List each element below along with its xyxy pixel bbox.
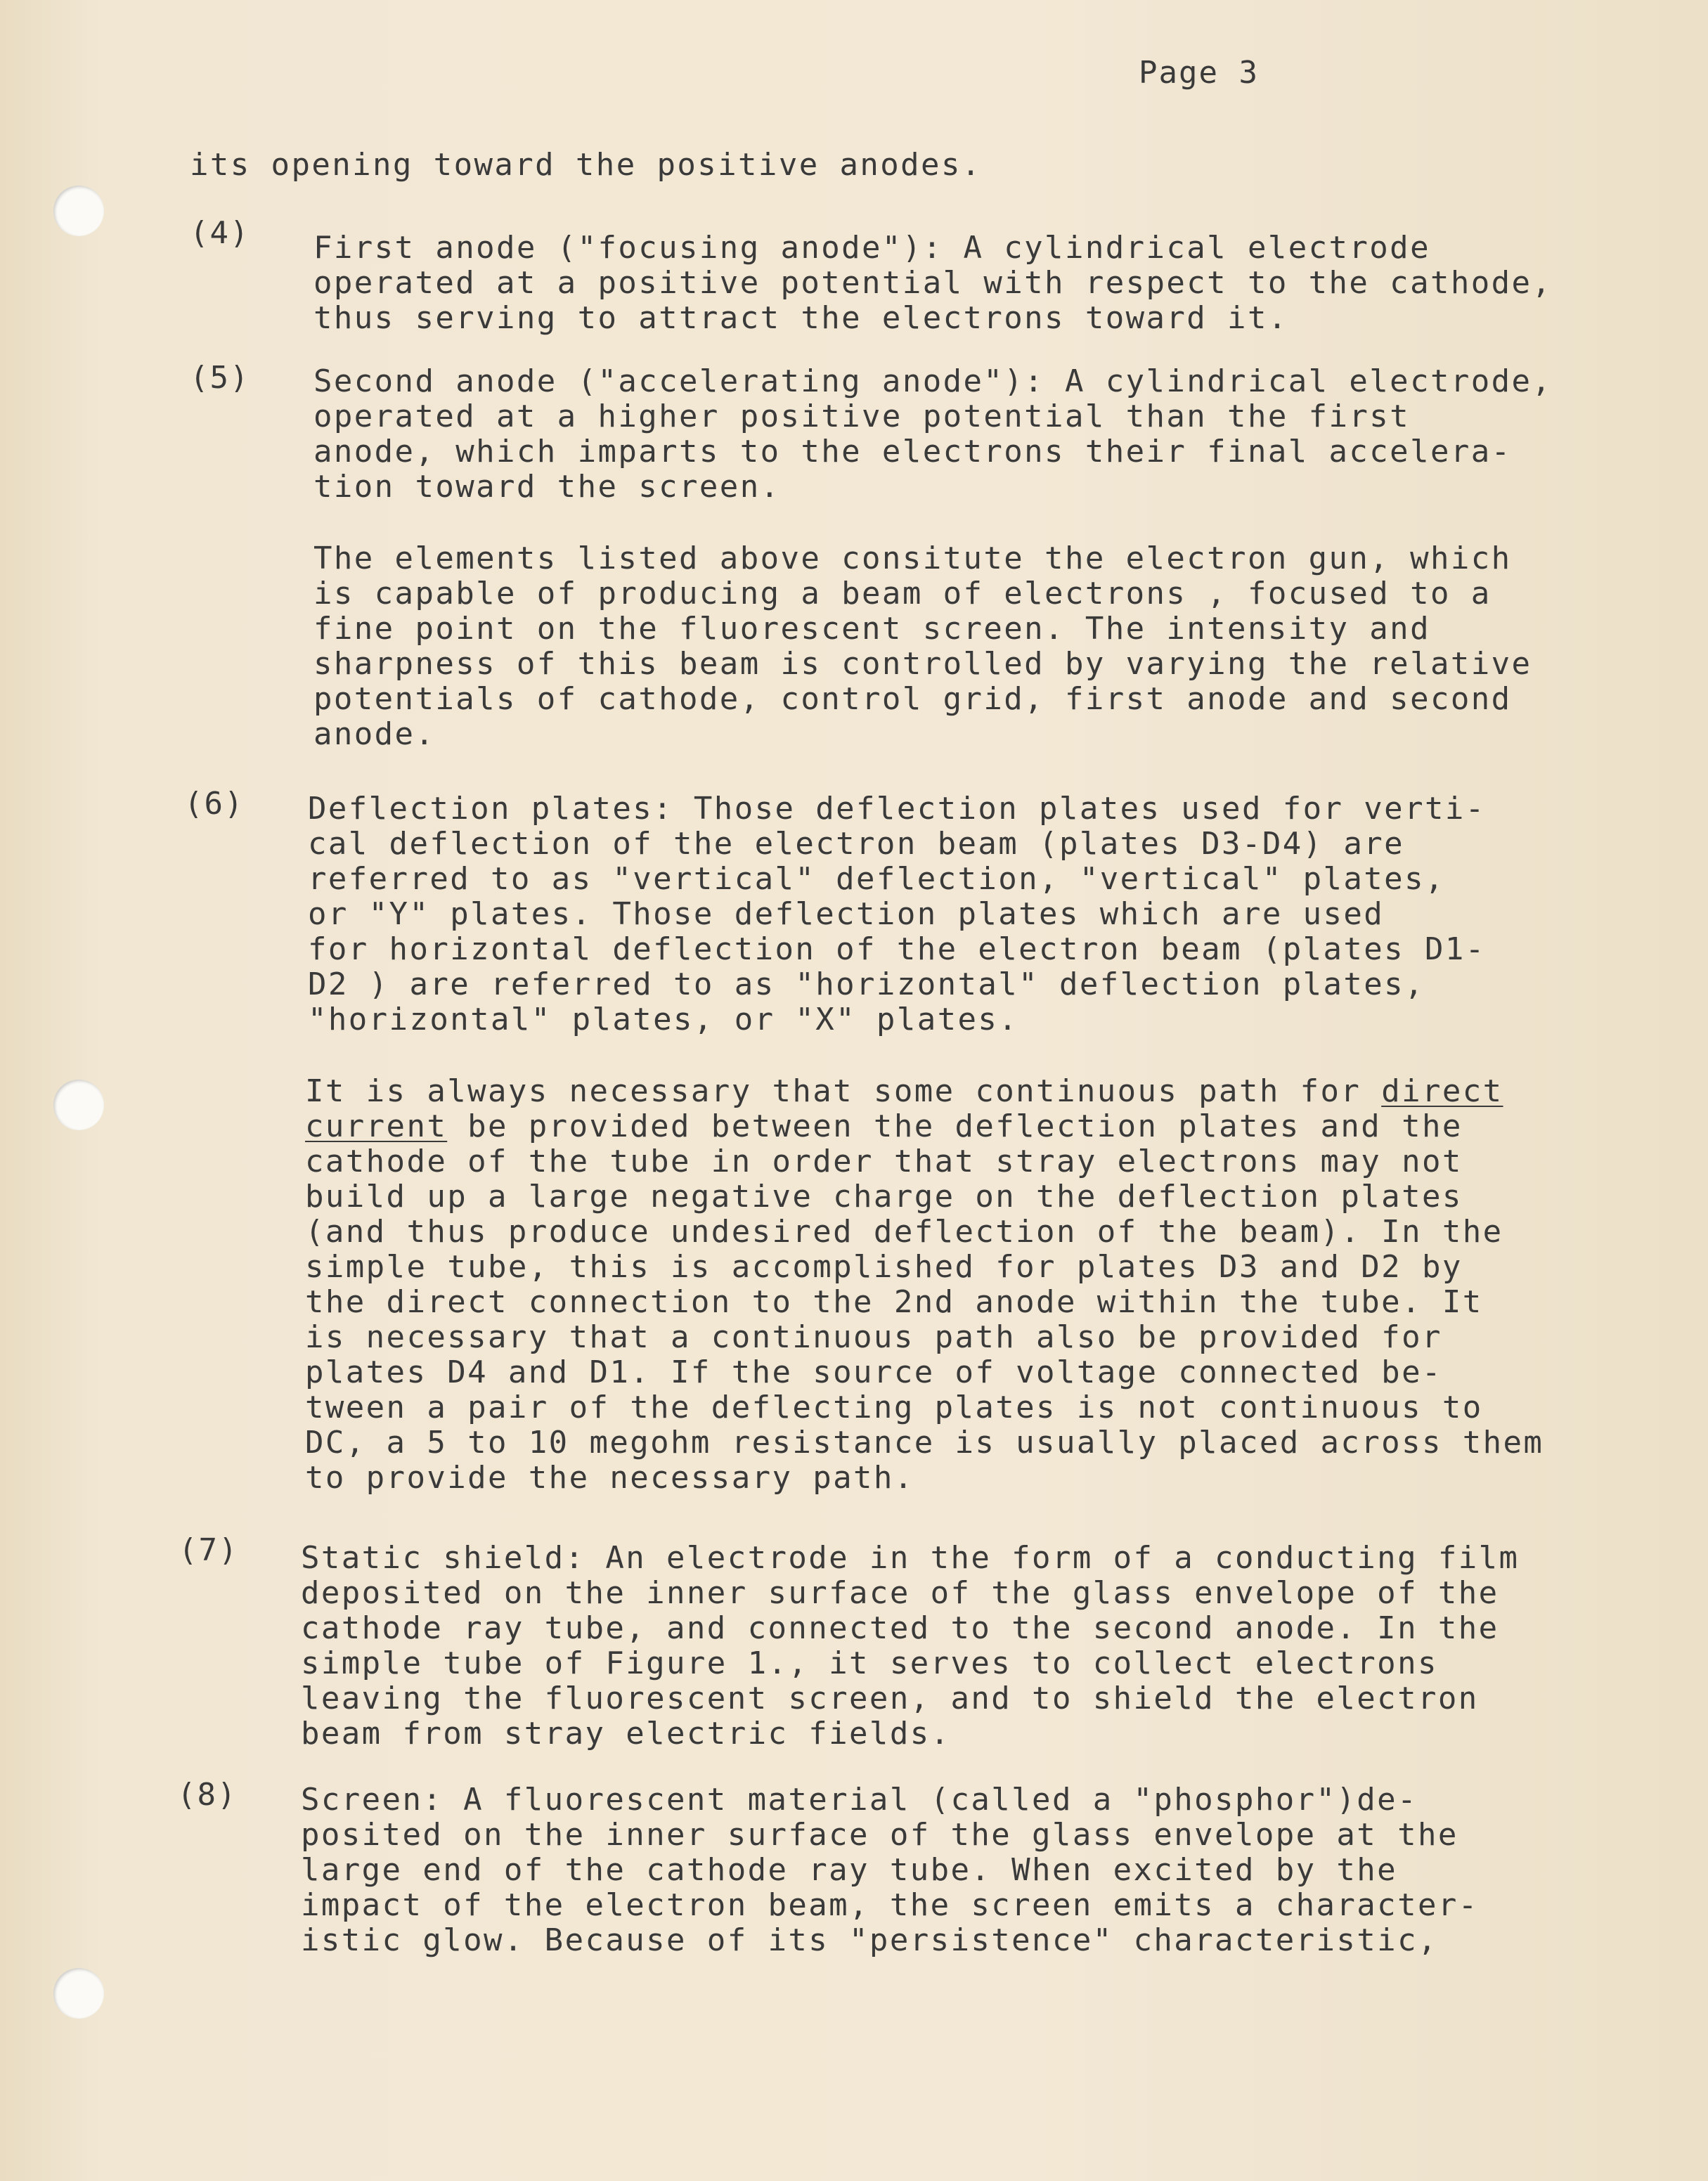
text-line: deposited on the inner surface of the glass envelope of the [301, 1575, 1499, 1611]
text-line: tween a pair of the deflecting plates is not continuous to [305, 1390, 1483, 1425]
text-line: operated at a positive potential with respect to the cathode, [313, 265, 1553, 301]
item-7-text [301, 1541, 1519, 1752]
text-line: large end of the cathode ray tube. When excited by the [301, 1852, 1398, 1888]
item-number-8: (8) [177, 1777, 238, 1813]
text-line: impact of the electron beam, the screen emits a character- [301, 1887, 1479, 1923]
text-line: DC, a 5 to 10 megohm resistance is usually placed across them [305, 1425, 1544, 1461]
text-line [305, 1074, 1544, 1109]
text-line: The elements listed above consitute the electron gun, which [313, 541, 1512, 576]
item-number-4: (4) [190, 215, 250, 251]
text-line: build up a large negative charge on the deflection plates [305, 1179, 1463, 1215]
page-number: Page 3 [1139, 55, 1259, 91]
text-line: is capable of producing a beam of electrons , focused to a [313, 576, 1492, 611]
electron-gun-paragraph [313, 541, 1532, 752]
binder-hole-bottom [53, 1968, 104, 2019]
text-segment: It is always necessary that some continuous path for [305, 1073, 1382, 1109]
text-line: simple tube of Figure 1., it serves to collect electrons [301, 1645, 1438, 1681]
text-line: or "Y" plates. Those deflection plates which are used [308, 896, 1385, 932]
item-number-6: (6) [184, 786, 245, 822]
text-line: Second anode ("accelerating anode"): A cylindrical electrode, [313, 363, 1553, 399]
text-line: istic glow. Because of its "persistence" characteristic, [301, 1922, 1438, 1958]
item-number-5: (5) [190, 360, 250, 396]
text-line: potentials of cathode, control grid, first anode and second [313, 681, 1512, 717]
text-line [305, 1109, 1544, 1144]
text-line: cathode ray tube, and connected to the second anode. In the [301, 1610, 1499, 1646]
text-line: (and thus produce undesired deflection of the beam). In the [305, 1214, 1503, 1250]
text-line: First anode ("focusing anode"): A cylindrical electrode [313, 230, 1430, 266]
text-line: Static shield: An electrode in the form of a conducting film [301, 1540, 1520, 1576]
text-line: Deflection plates: Those deflection plates used for verti- [308, 791, 1486, 827]
text-line: beam from stray electric fields. [301, 1716, 951, 1752]
text-line: cal deflection of the electron beam (plates D3-D4) are [308, 826, 1405, 862]
text-line: the direct connection to the 2nd anode within the tube. It [305, 1284, 1483, 1320]
direct-current-paragraph [305, 1074, 1544, 1496]
text-line: posited on the inner surface of the glass envelope at the [301, 1817, 1458, 1853]
underlined-text: direct [1381, 1073, 1503, 1109]
binder-hole-top [53, 186, 104, 236]
text-line: plates D4 and D1. If the source of voltage connected be- [305, 1354, 1442, 1390]
item-5-text [313, 364, 1552, 505]
binder-hole-middle [53, 1080, 104, 1130]
text-line: for horizontal deflection of the electron beam (plates D1- [308, 931, 1486, 967]
text-line: simple tube, this is accomplished for plates D3 and D2 by [305, 1249, 1463, 1285]
intro-text [190, 148, 982, 183]
underlined-text: current [305, 1108, 448, 1144]
text-line: anode. [313, 716, 436, 752]
text-line: thus serving to attract the electrons toward it. [313, 300, 1288, 336]
text-segment: be provided between the deflection plates and the [447, 1108, 1463, 1144]
item-number-7: (7) [179, 1532, 239, 1568]
text-line: Screen: A fluorescent material (called a "phosphor")de- [301, 1782, 1418, 1818]
item-4-text [313, 231, 1552, 336]
item-8-text [301, 1782, 1479, 1958]
text-line: is necessary that a continuous path also be provided for [305, 1319, 1442, 1355]
text-line: cathode of the tube in order that stray electrons may not [305, 1144, 1463, 1179]
text-line: D2 ) are referred to as "horizontal" deflection plates, [308, 966, 1425, 1002]
text-line: tion toward the screen. [313, 469, 781, 505]
text-line: referred to as "vertical" deflection, "vertical" plates, [308, 861, 1445, 897]
text-line: its opening toward the positive anodes. [190, 147, 982, 183]
text-line: to provide the necessary path. [305, 1460, 914, 1496]
item-6-text [308, 791, 1486, 1037]
text-line: "horizontal" plates, or "X" plates. [308, 1002, 1019, 1037]
text-line: anode, which imparts to the electrons their final accelera- [313, 434, 1512, 470]
text-line: leaving the fluorescent screen, and to shield the electron [301, 1681, 1479, 1716]
text-line: sharpness of this beam is controlled by varying the relative [313, 646, 1532, 682]
text-line: fine point on the fluorescent screen. The intensity and [313, 611, 1430, 647]
text-line: operated at a higher positive potential than the first [313, 399, 1411, 434]
